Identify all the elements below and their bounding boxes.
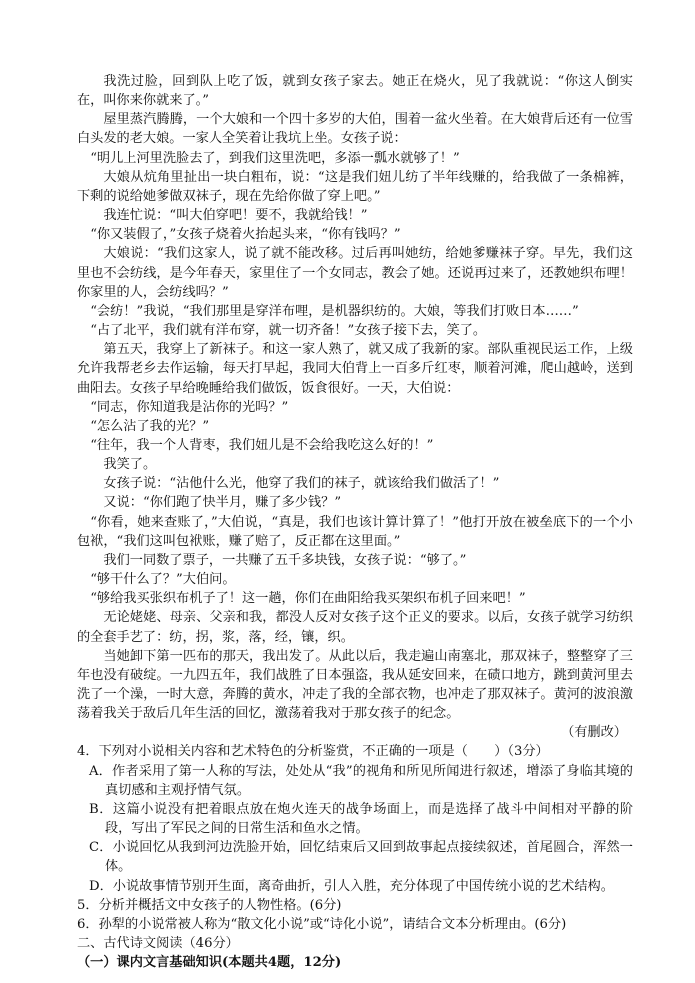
story-paragraph: 屋里蒸汽腾腾，一个大娘和一个四十多岁的大伯，围着一盆火坐着。在大娘背后还有一位雪白头发的老大娘。一家人全笑着让我坑上坐。女孩子说： xyxy=(77,112,633,147)
story-paragraph: “怎么沾了我的光？” xyxy=(90,418,210,434)
section-heading: 二、古代诗文阅读（46分） xyxy=(77,936,239,952)
story-paragraph: “占了北平，我们就有洋布穿，就一切齐备！”女孩子接下去，笑了。 xyxy=(90,323,487,339)
story-paragraph: “够给我买张织布机子了！这一趟，你们在曲阳给我买架织布机子回来吧！” xyxy=(90,591,526,607)
question-4-option-a: A．作者采用了第一人称的写法，处处从“我”的视角和所见所闻进行叙述，增添了身临其境的真切感和主观抒情气氛。 xyxy=(89,763,633,798)
subsection-heading: （一）课内文言基础知识(本题共4题，12分) xyxy=(77,955,342,971)
story-paragraph: 我们一同数了票子，一共赚了五千多块钱，女孩子说：“够了。” xyxy=(103,552,467,568)
story-paragraph: 第五天，我穿上了新袜子。和这一家人熟了，就又成了我新的家。部队重视民运工作，上级允许我帮老乡去作运输，每天打早起，我同大伯背上一百多斤红枣，顺着河滩，爬山越岭，送到曲阳去。女孩子早给晚睡给我们做饭，饭食很好。一天，大伯说： xyxy=(77,342,633,396)
story-paragraph: 无论姥姥、母亲、父亲和我，都没人反对女孩子这个正义的要求。以后，女孩子就学习纺织的全套手艺了：纺，拐，浆，落，经，镶，织。 xyxy=(77,610,633,645)
question-4-option-d: D．小说故事情节别开生面，离奇曲折，引人入胜，充分体现了中国传统小说的艺术结构。 xyxy=(89,878,614,894)
story-paragraph: 女孩子说：“沾他什么光，他穿了我们的袜子，就该给我们做活了！” xyxy=(103,476,500,492)
question-4-option-c: C．小说回忆从我到河边洗脸开始，回忆结束后又回到故事起点接续叙述，首尾圆合，浑然一体。 xyxy=(89,840,633,875)
story-paragraph: 我洗过脸，回到队上吃了饭，就到女孩子家去。她正在烧火，见了我就说：“你这人倒实在，叫你来你就来了。” xyxy=(77,74,633,109)
story-paragraph: “你看，她来查账了，”大伯说，“真是，我们也该计算计算了！”他打开放在被垒底下的一个小包袱，“我们这叫包袱账，赚了赔了，反正都在这里面。” xyxy=(77,514,633,549)
story-paragraph: 又说：“你们跑了快半月，赚了多少钱？” xyxy=(103,495,342,511)
source-note: （有删改） xyxy=(561,725,627,741)
story-paragraph: “会纺！”我说，“我们那里是穿洋布哩，是机器织纺的。大娘，等我们打败日本……” xyxy=(90,303,579,319)
story-paragraph: 我笑了。 xyxy=(103,457,157,473)
story-paragraph: “够干什么了？”大伯问。 xyxy=(90,572,236,588)
story-paragraph: 当她卸下第一匹布的那天，我出发了。从此以后，我走遍山南塞北，那双袜子，整整穿了三年也没有破绽。一九四五年，我们战胜了日本强盗，我从延安回来，在碛口地方，跳到黄河里去洗了一个澡，一时大意，奔腾的黄水，冲走了我的全部衣物，也冲走了那双袜子。黄河的波浪激荡着我关于敌后几年生活的回忆，激荡着我对于那女孩子的纪念。 xyxy=(77,648,633,722)
question-6: 6．孙犁的小说常被人称为“散文化小说”或“诗化小说”，请结合文本分析理由。(6分) xyxy=(77,916,567,932)
question-4: 4．下列对小说相关内容和艺术特色的分析鉴赏，不正确的一项是（ ）（3分） xyxy=(77,744,549,760)
story-paragraph: 大娘说：“我们这家人，说了就不能改移。过后再叫她纺，给她爹赚袜子穿。早先，我们这里也不会纺线，是今年春天，家里住了一个女同志，教会了她。还说再过来了，还教她织布哩！你家里的人，会纺线吗？” xyxy=(77,246,633,300)
question-4-option-b: B．这篇小说没有把着眼点放在炮火连天的战争场面上，而是选择了战斗中间相对平静的阶段，写出了军民之间的日常生活和鱼水之情。 xyxy=(89,801,633,837)
story-paragraph: 我连忙说：“叫大伯穿吧！要不，我就给钱！” xyxy=(103,208,368,224)
story-paragraph: “你又装假了，”女孩子烧着火抬起头来，“你有钱吗？” xyxy=(90,227,401,243)
story-paragraph: “明儿上河里洗脸去了，到我们这里洗吧，多添一瓢水就够了！” xyxy=(90,150,460,166)
question-5: 5．分析并概括文中女孩子的人物性格。(6分) xyxy=(77,897,342,913)
story-paragraph: 大娘从炕角里扯出一块白粗布，说：“这是我们妞儿纺了半年线赚的，给我做了一条棉裤，下剩的说给她爹做双袜子，现在先给你做了穿上吧。” xyxy=(77,169,633,204)
story-paragraph: “同志，你知道我是沾你的光吗？” xyxy=(90,399,289,415)
story-paragraph: “往年，我一个人背枣，我们妞儿是不会给我吃这么好的！” xyxy=(90,437,434,453)
